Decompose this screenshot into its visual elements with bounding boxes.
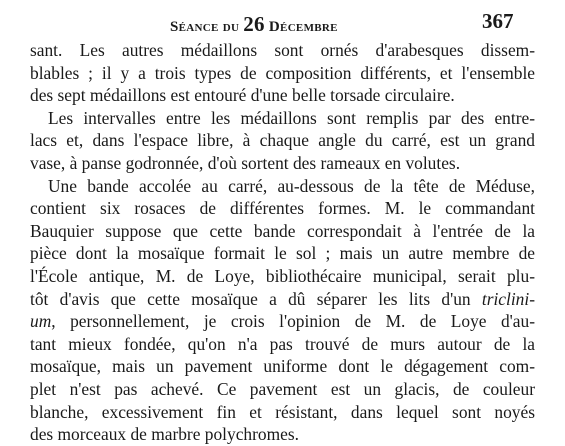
text-line: blanche, excessivement fin et résistant, dans lequel sont noyés bbox=[30, 401, 535, 422]
running-head-month: Décembre bbox=[268, 19, 338, 35]
text-line: mosaïque, mais un pavement uniforme dont le dégagement com- bbox=[30, 356, 535, 377]
running-head-seance: Séance du bbox=[170, 19, 240, 35]
text-line: lacs et, dans l'espace libre, à chaque angle du carré, est un grand bbox=[30, 130, 535, 151]
text-line: Bauquier suppose que cette bande correspondait à l'entrée de la bbox=[30, 220, 535, 241]
text-line-italic: um bbox=[30, 311, 52, 332]
page-number: 367 bbox=[482, 9, 514, 33]
running-head bbox=[170, 12, 338, 37]
text-line-roman: tôt d'avis que cette mosaïque a dû séparer les lits d'un bbox=[30, 288, 482, 309]
text-line: plet n'est pas achevé. Ce pavement est un glacis, de couleur bbox=[30, 378, 535, 399]
text-line-italic: triclini- bbox=[481, 288, 535, 309]
text-line: vase, à panse godronnée, d'où sortent des rameaux en volutes. bbox=[30, 152, 461, 173]
text-line: pièce dont la mosaïque formait le sol ; mais un autre membre de bbox=[30, 243, 535, 264]
body-text bbox=[30, 39, 535, 446]
text-line: l'École antique, M. de Loye, bibliothécaire municipal, serait plu- bbox=[30, 265, 535, 286]
text-line bbox=[30, 288, 535, 311]
page-header bbox=[0, 6, 565, 36]
text-line: des sept médaillons est entouré d'une belle torsade circulaire. bbox=[30, 85, 455, 106]
text-line: Les intervalles entre les médaillons sont remplis par des entre- bbox=[48, 107, 535, 128]
text-line: Une bande accolée au carré, au-dessous de la tête de Méduse, bbox=[48, 175, 535, 196]
text-line: des morceaux de marbre polychromes. bbox=[30, 424, 299, 445]
text-line: tant mieux fondée, qu'on n'a pas trouvé de murs autour de la bbox=[30, 333, 535, 354]
text-line: sant. Les autres médaillons sont ornés d'arabesques dissem- bbox=[30, 40, 535, 60]
text-line-roman: , personnellement, je crois l'opinion de M. de Loye d'au- bbox=[51, 311, 535, 332]
text-line bbox=[30, 310, 535, 333]
text-line: blables ; il y a trois types de composition différents, et l'ensemble bbox=[30, 62, 535, 83]
text-line: contient six rosaces de différentes formes. M. le commandant bbox=[30, 198, 535, 219]
running-head-day: 26 bbox=[243, 12, 265, 36]
